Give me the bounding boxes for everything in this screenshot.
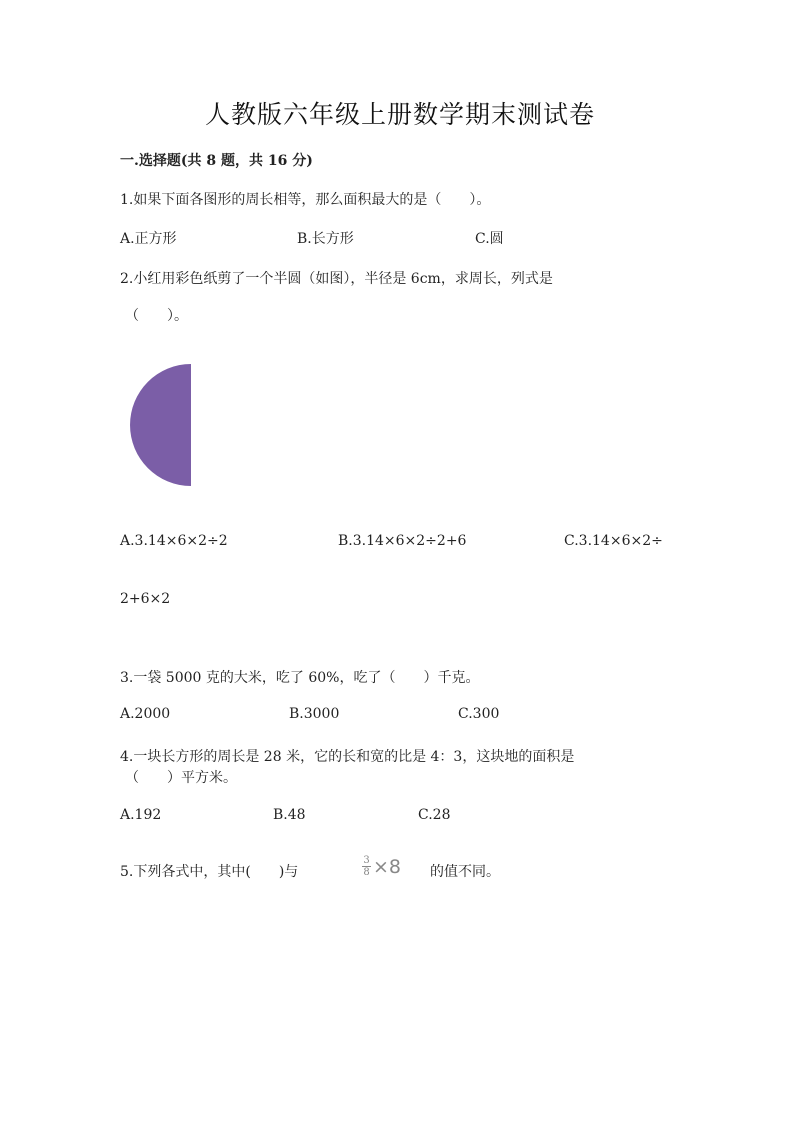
question-5-before: 5.下列各式中，其中( )与 [120, 864, 299, 880]
q3-option-b: B.3000 [289, 706, 340, 722]
question-2-line-1: 2.小红用彩色纸剪了一个半圆（如图），半径是 6cm，求周长，列式是 [120, 271, 553, 287]
q2-option-a: A.3.14×6×2÷2 [120, 533, 228, 549]
question-4-line-1: 4.一块长方形的周长是 28 米，它的长和宽的比是 4：3，这块地的面积是 [120, 749, 575, 765]
fraction-expression [362, 855, 401, 878]
q4-option-b: B.48 [273, 807, 306, 823]
fraction-denominator: 8 [363, 867, 370, 878]
page-title: 人教版六年级上册数学期末测试卷 [204, 100, 595, 129]
section-heading: 一.选择题(共 8 题，共 16 分) [120, 153, 313, 169]
q1-option-b: B.长方形 [297, 231, 354, 247]
question-1: 1.如果下面各图形的周长相等，那么面积最大的是（ ）。 [120, 192, 491, 208]
q2-option-c: C.3.14×6×2÷ [564, 533, 663, 549]
question-3: 3.一袋 5000 克的大米，吃了 60%，吃了（ ）千克。 [120, 670, 480, 686]
q4-option-c: C.28 [418, 807, 451, 823]
question-2-line-2: （ ）。 [125, 308, 188, 324]
q1-option-c: C.圆 [475, 231, 504, 247]
semicircle-figure [130, 364, 191, 486]
q3-option-a: A.2000 [120, 706, 171, 722]
fraction [362, 855, 371, 878]
q1-option-a: A.正方形 [120, 231, 177, 247]
q2-option-b: B.3.14×6×2÷2+6 [338, 533, 467, 549]
multiply-eight: ×8 [373, 855, 402, 878]
q3-option-c: C.300 [458, 706, 500, 722]
semicircle-shape [130, 364, 191, 486]
q2-option-c-continued: 2+6×2 [120, 591, 171, 607]
question-5-after: 的值不同。 [430, 864, 500, 880]
q4-option-a: A.192 [120, 807, 162, 823]
fraction-numerator: 3 [363, 855, 370, 866]
question-4-line-2: （ ）平方米。 [125, 770, 237, 786]
